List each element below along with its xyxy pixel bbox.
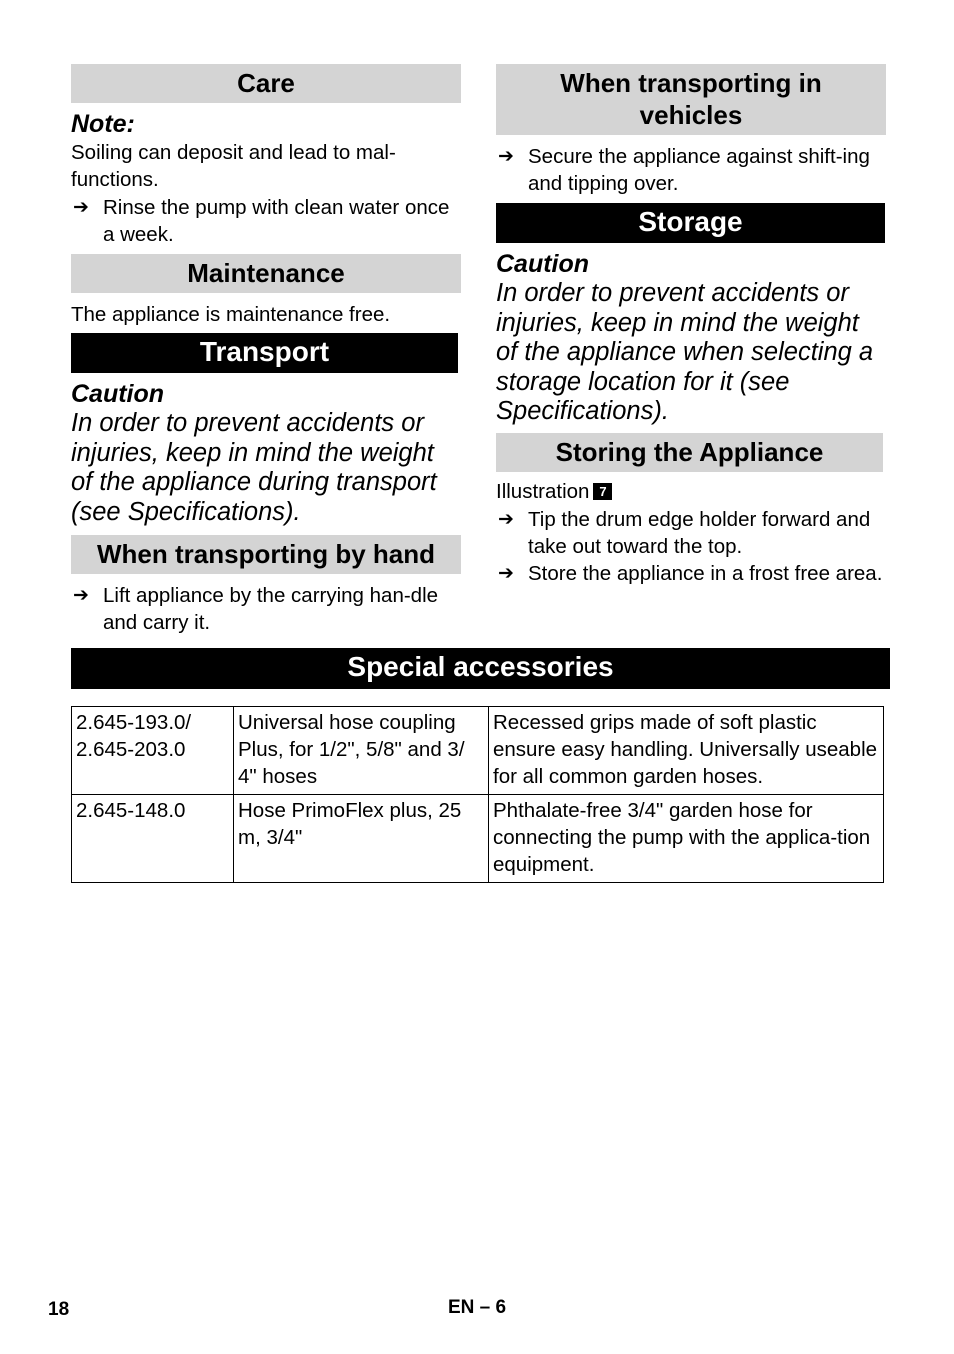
right-column (496, 64, 886, 587)
left-column (71, 64, 461, 636)
illustration-ref (496, 478, 886, 505)
transport-caution-text: In order to prevent accidents or injuries, keep in mind the weight of the appliance during transport (see Specifications). (71, 409, 437, 526)
maintenance-heading: Maintenance (71, 254, 461, 293)
arrow-right-icon: ➔ (498, 508, 514, 530)
accessory-name-cell: Hose PrimoFlex plus, 25 m, 3/4" (234, 795, 489, 883)
by-hand-heading: When transporting by hand (71, 535, 461, 574)
section-page-code: EN – 6 (448, 1297, 507, 1318)
vehicles-bullet-text: Secure the appliance against shift-ing and tipping over. (528, 145, 870, 195)
care-heading: Care (71, 64, 461, 103)
table-row (72, 795, 884, 883)
note-title: Note: (71, 110, 135, 138)
arrow-right-icon: ➔ (498, 146, 514, 167)
accessory-description-cell: Recessed grips made of soft plastic ensure easy handling. Universally useable for all common garden hoses. (489, 707, 884, 795)
part-number-cell: 2.645-193.0/ 2.645-203.0 (72, 707, 234, 795)
accessories-table (71, 706, 884, 883)
part-number-cell: 2.645-148.0 (72, 795, 234, 883)
storage-heading: Storage (496, 203, 885, 243)
figure-number-badge: 7 (593, 483, 612, 500)
storage-caution-title: Caution (496, 250, 590, 278)
accessory-name-cell: Universal hose coupling Plus, for 1/2", 5/8" and 3/ 4" hoses (234, 707, 489, 795)
care-bullet (71, 194, 461, 248)
arrow-right-icon: ➔ (73, 197, 89, 218)
page-number: 18 (48, 1299, 70, 1320)
special-accessories-heading: Special accessories (71, 648, 890, 689)
accessory-description-cell: Phthalate-free 3/4" garden hose for connecting the pump with the applica-tion equipment. (489, 795, 884, 883)
arrow-right-icon: ➔ (498, 562, 514, 584)
vehicles-bullet (496, 143, 886, 197)
care-note-text: Soiling can deposit and lead to mal-functions. (71, 141, 396, 191)
table-row (72, 707, 884, 795)
maintenance-text: The appliance is maintenance free. (71, 303, 391, 326)
storing-bullet-text: Tip the drum edge holder forward and take out toward the top. (528, 507, 871, 558)
storing-bullet-2 (496, 560, 886, 587)
storing-bullet-1 (496, 506, 886, 560)
arrow-right-icon: ➔ (73, 585, 89, 606)
by-hand-bullet-text: Lift appliance by the carrying han-dle and carry it. (103, 584, 439, 634)
storing-heading: Storing the Appliance (496, 433, 883, 472)
transport-heading: Transport (71, 333, 458, 373)
transport-caution-title: Caution (71, 380, 165, 408)
vehicles-heading: When transporting in vehicles (496, 64, 886, 135)
illustration-label: Illustration (496, 479, 590, 503)
storing-bullet-text: Store the appliance in a frost free area. (528, 561, 883, 585)
by-hand-bullet (71, 582, 461, 636)
care-bullet-text: Rinse the pump with clean water once a week. (103, 196, 450, 246)
storage-caution-text: In order to prevent accidents or injuries, keep in mind the weight of the appliance when selecting a storage location for it (see Specifications). (496, 279, 874, 425)
